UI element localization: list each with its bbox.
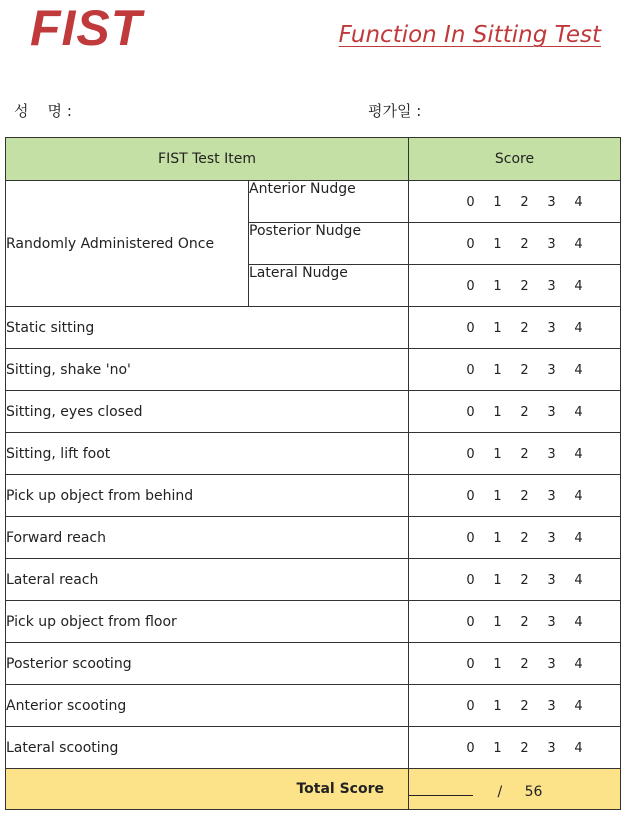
test-item-label: Sitting, shake 'no' bbox=[6, 349, 409, 391]
test-item-label: Pick up object from floor bbox=[6, 601, 409, 643]
score-option-3[interactable]: 3 bbox=[547, 656, 556, 672]
score-option-4[interactable]: 4 bbox=[574, 614, 583, 630]
score-option-4[interactable]: 4 bbox=[574, 194, 583, 210]
score-option-0[interactable]: 0 bbox=[466, 530, 475, 546]
nudge-label: Posterior Nudge bbox=[249, 223, 409, 265]
randomly-administered-label: Randomly Administered Once bbox=[6, 181, 249, 307]
test-item-label: Sitting, lift foot bbox=[6, 433, 409, 475]
table-row bbox=[6, 349, 621, 391]
score-option-2[interactable]: 2 bbox=[520, 278, 529, 294]
score-option-4[interactable]: 4 bbox=[574, 320, 583, 336]
score-option-2[interactable]: 2 bbox=[520, 530, 529, 546]
score-options bbox=[465, 657, 585, 672]
score-option-4[interactable]: 4 bbox=[574, 278, 583, 294]
column-header-score: Score bbox=[409, 138, 621, 181]
column-header-item: FIST Test Item bbox=[6, 138, 409, 181]
name-field-label: 성 명 : bbox=[14, 102, 72, 120]
table-row bbox=[6, 433, 621, 475]
score-option-0[interactable]: 0 bbox=[466, 656, 475, 672]
score-options bbox=[465, 363, 585, 378]
score-option-1[interactable]: 1 bbox=[493, 698, 502, 714]
total-score-label: Total Score bbox=[296, 781, 384, 797]
score-option-3[interactable]: 3 bbox=[547, 236, 556, 252]
score-option-1[interactable]: 1 bbox=[493, 362, 502, 378]
table-row bbox=[6, 559, 621, 601]
test-item-label: Forward reach bbox=[6, 517, 409, 559]
score-option-2[interactable]: 2 bbox=[520, 320, 529, 336]
score-option-0[interactable]: 0 bbox=[466, 614, 475, 630]
score-option-1[interactable]: 1 bbox=[493, 320, 502, 336]
score-option-3[interactable]: 3 bbox=[547, 194, 556, 210]
score-option-3[interactable]: 3 bbox=[547, 614, 556, 630]
table-row bbox=[6, 685, 621, 727]
test-item-label: Lateral reach bbox=[6, 559, 409, 601]
score-option-1[interactable]: 1 bbox=[493, 656, 502, 672]
score-option-2[interactable]: 2 bbox=[520, 488, 529, 504]
score-option-4[interactable]: 4 bbox=[574, 656, 583, 672]
total-score-blank[interactable] bbox=[409, 779, 473, 796]
score-option-2[interactable]: 2 bbox=[520, 656, 529, 672]
score-option-2[interactable]: 2 bbox=[520, 404, 529, 420]
total-score-row bbox=[6, 769, 621, 810]
test-item-label: Sitting, eyes closed bbox=[6, 391, 409, 433]
score-options bbox=[465, 447, 585, 462]
score-option-0[interactable]: 0 bbox=[466, 488, 475, 504]
score-options bbox=[465, 615, 585, 630]
score-option-2[interactable]: 2 bbox=[520, 446, 529, 462]
score-option-0[interactable]: 0 bbox=[466, 740, 475, 756]
table-row bbox=[6, 475, 621, 517]
table-row bbox=[6, 391, 621, 433]
fist-logo: FIST bbox=[30, 0, 143, 56]
score-option-4[interactable]: 4 bbox=[574, 488, 583, 504]
test-subtitle: Function In Sitting Test bbox=[338, 22, 601, 48]
fist-score-table bbox=[5, 137, 621, 810]
score-options bbox=[465, 321, 585, 336]
score-options bbox=[465, 237, 585, 252]
date-field-label: 평가일 : bbox=[368, 102, 422, 120]
score-option-4[interactable]: 4 bbox=[574, 404, 583, 420]
score-option-3[interactable]: 3 bbox=[547, 362, 556, 378]
score-option-3[interactable]: 3 bbox=[547, 446, 556, 462]
score-option-2[interactable]: 2 bbox=[520, 362, 529, 378]
score-options bbox=[465, 279, 585, 294]
score-option-3[interactable]: 3 bbox=[547, 698, 556, 714]
score-option-2[interactable]: 2 bbox=[520, 236, 529, 252]
score-option-1[interactable]: 1 bbox=[493, 278, 502, 294]
score-option-0[interactable]: 0 bbox=[466, 320, 475, 336]
score-option-4[interactable]: 4 bbox=[574, 362, 583, 378]
score-option-3[interactable]: 3 bbox=[547, 278, 556, 294]
table-row bbox=[6, 307, 621, 349]
score-option-3[interactable]: 3 bbox=[547, 740, 556, 756]
score-option-3[interactable]: 3 bbox=[547, 488, 556, 504]
score-options bbox=[465, 405, 585, 420]
nudge-row bbox=[6, 181, 621, 223]
score-option-0[interactable]: 0 bbox=[466, 572, 475, 588]
table-row bbox=[6, 727, 621, 769]
score-option-2[interactable]: 2 bbox=[520, 740, 529, 756]
score-option-0[interactable]: 0 bbox=[466, 698, 475, 714]
score-option-3[interactable]: 3 bbox=[547, 404, 556, 420]
score-option-2[interactable]: 2 bbox=[520, 572, 529, 588]
score-option-0[interactable]: 0 bbox=[466, 404, 475, 420]
score-option-1[interactable]: 1 bbox=[493, 404, 502, 420]
score-option-1[interactable]: 1 bbox=[493, 614, 502, 630]
test-item-label: Lateral scooting bbox=[6, 727, 409, 769]
score-option-0[interactable]: 0 bbox=[466, 362, 475, 378]
test-item-label: Posterior scooting bbox=[6, 643, 409, 685]
score-option-4[interactable]: 4 bbox=[574, 530, 583, 546]
score-option-1[interactable]: 1 bbox=[493, 572, 502, 588]
score-option-4[interactable]: 4 bbox=[574, 572, 583, 588]
score-option-1[interactable]: 1 bbox=[493, 236, 502, 252]
score-option-2[interactable]: 2 bbox=[520, 698, 529, 714]
test-item-label: Anterior scooting bbox=[6, 685, 409, 727]
score-option-3[interactable]: 3 bbox=[547, 530, 556, 546]
score-option-4[interactable]: 4 bbox=[574, 698, 583, 714]
score-option-1[interactable]: 1 bbox=[493, 530, 502, 546]
score-options bbox=[465, 195, 585, 210]
score-options bbox=[465, 699, 585, 714]
score-options bbox=[465, 741, 585, 756]
table-header-row bbox=[6, 138, 621, 181]
score-options bbox=[465, 573, 585, 588]
score-option-3[interactable]: 3 bbox=[547, 572, 556, 588]
table-row bbox=[6, 517, 621, 559]
score-option-2[interactable]: 2 bbox=[520, 194, 529, 210]
score-options bbox=[465, 489, 585, 504]
score-option-3[interactable]: 3 bbox=[547, 320, 556, 336]
total-slash: / bbox=[497, 783, 503, 800]
table-row bbox=[6, 601, 621, 643]
score-option-1[interactable]: 1 bbox=[493, 488, 502, 504]
score-option-0[interactable]: 0 bbox=[466, 194, 475, 210]
nudge-label: Lateral Nudge bbox=[249, 265, 409, 307]
score-option-4[interactable]: 4 bbox=[574, 446, 583, 462]
score-option-2[interactable]: 2 bbox=[520, 614, 529, 630]
score-option-4[interactable]: 4 bbox=[574, 236, 583, 252]
score-option-1[interactable]: 1 bbox=[493, 446, 502, 462]
table-row bbox=[6, 643, 621, 685]
test-item-label: Static sitting bbox=[6, 307, 409, 349]
score-option-4[interactable]: 4 bbox=[574, 740, 583, 756]
score-option-1[interactable]: 1 bbox=[493, 740, 502, 756]
score-option-0[interactable]: 0 bbox=[466, 278, 475, 294]
score-option-1[interactable]: 1 bbox=[493, 194, 502, 210]
score-option-0[interactable]: 0 bbox=[466, 446, 475, 462]
test-item-label: Pick up object from behind bbox=[6, 475, 409, 517]
total-max-score: 56 bbox=[524, 783, 543, 800]
score-options bbox=[465, 531, 585, 546]
score-option-0[interactable]: 0 bbox=[466, 236, 475, 252]
nudge-label: Anterior Nudge bbox=[249, 181, 409, 223]
